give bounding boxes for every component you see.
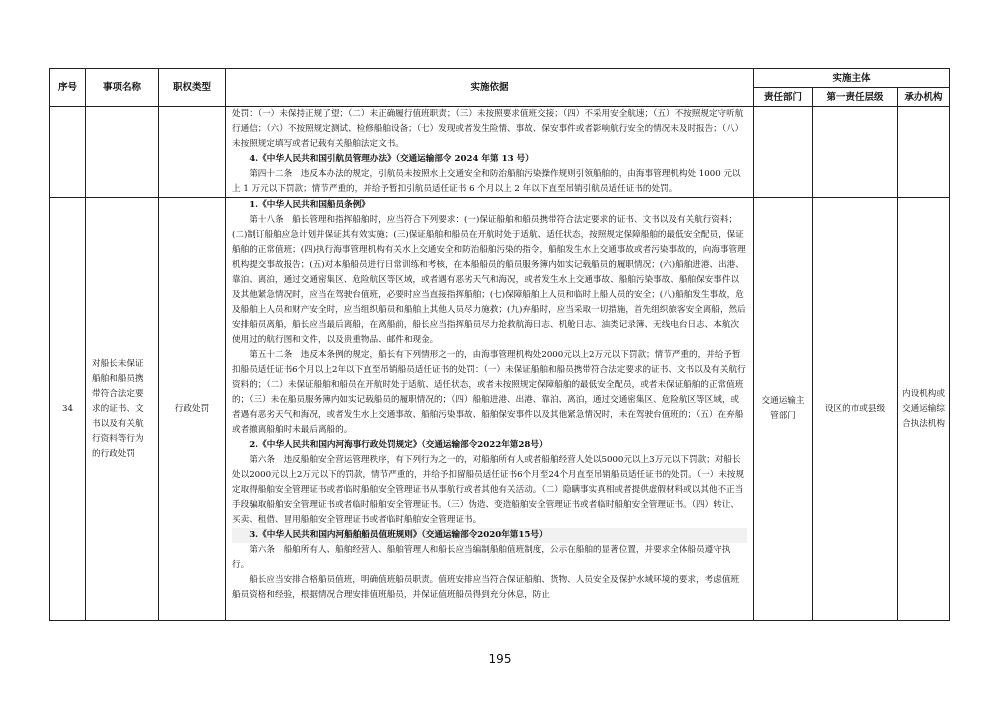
basis-cell	[226, 198, 754, 621]
table-row-34	[50, 198, 950, 621]
header-first-level: 第一责任层级	[813, 88, 898, 107]
row-item-name: 对船长未保证船舶和船员携带符合法定要求的证书、文书以及有关航行资料等行为的行政处罚	[86, 198, 159, 621]
basis-paragraph: 第十八条 船长管理和指挥船舶时，应当符合下列要求：(一)保证船舶和船员携带符合法定要求的证书、文书以及有关航行资料；(二)制订船舶应急计划并保证其有效实施；(三)保证船舶和船员在开航时处于适航、适任状态，按照规定保障船舶的最低安全配员，保证船舶的正常值班；(四)执行海事管理机构有关水上交通安全和防治船舶污染的指令，船舶发生水上交通事故或者污染事故的，向海事管理机构提交事故报告；(五)对本船船员进行日常训练和考核，在本船船员的船员服务簿内如实记载船员的履职情况；(六)船舶进港、出港、靠泊、离泊，通过交通密集区、危险航区等区域，或者遇有恶劣天气和海况，或者发生水上交通事故、船舶污染事故、船舶保安事件以及其他紧急情况时，应当在驾驶台值班，必要时应当直接指挥船舶；(七)保障船舶上人员和临时上船人员的安全；(八)船舶发生事故，危及船舶上人员和财产安全时，应当组织船员和船舶上其他人员尽力施救；(九)弃船时，应当采取一切措施，首先组织旅客安全离船，然后安排船员离船，船长应当最后离船，在离船前，船长应当指挥船员尽力抢救航海日志、机舱日志、油类记录簿、无线电台日志、本航次使用过的航行图和文件，以及贵重物品、邮件和现金。	[232, 215, 746, 345]
basis-paragraph: 第五十二条 违反本条例的规定，船长有下列情形之一的，由海事管理机构处2000元以上2万元以下罚款；情节严重的，并给予暂扣船员适任证书6个月以上2年以下直至吊销船员适任证书的处罚：（一）未保证船舶和船员携带符合法定要求的证书、文书以及有关航行资料的；（二）未保证船舶和船员在开航时处于适航、适任状态，或者未按照规定保障船舶的最低安全配员，或者未保证船舶的正常值班的；（三）未在船员服务簿内如实记载船员的履职情况的；（四）船舶进港、出港、靠泊、离泊，通过交通密集区、危险航区等区域，或者遇有恶劣天气和海况，或者发生水上交通事故、船舶污染事故、船舶保安事件以及其他紧急情况时，未在驾驶台值班的；（五）在弃船或者撤离船舶时未最后离船的。	[232, 350, 746, 435]
header-handling-org: 承办机构	[898, 88, 950, 107]
enforcement-table	[49, 68, 950, 621]
law-title: 3.《中华人民共和国内河船舶船员值班规则》（交通运输部令2020年第15号）	[232, 528, 747, 543]
basis-paragraph: 处罚：（一）未保持正规了望；（二）未正确履行值班职责；（三）未按照要求值班交接；（四）不采用安全航速；（五）不按照规定守听航行通信；（六）不按照规定测试、检修船舶设备；（七）发现或者发生险情、事故、保安事件或者影响航行安全的情况未及时报告；（八）未按照规定填写或者记载有关船舶法定文书。	[232, 109, 744, 149]
header-item-name: 事项名称	[86, 69, 159, 107]
basis-paragraph: 船长应当安排合格船员值班，明确值班船员职责。值班安排应当符合保证船舶、货物、人员安全及保护水域环境的要求，考虑值班船员资格和经验，根据情况合理安排值班船员，并保证值班船员得到充分休息，防止	[232, 575, 740, 600]
basis-paragraph: 第四十二条 违反本办法的规定，引航员未按照水上交通安全和防治船舶污染操作规则引领船舶的，由海事管理机构处 1000 元以上 1 万元以下罚款；情节严重的，并给予暂扣引航员适任证书 6 个月以上 2 年以下直至吊销引航员适任证书的处罚。	[232, 169, 741, 194]
header-basis: 实施依据	[226, 69, 754, 107]
basis-paragraph: 第六条 违反船舶安全营运管理秩序，有下列行为之一的，对船舶所有人或者船舶经营人处以5000元以上3万元以下罚款；对船长处以2000元以上2万元以下的罚款，情节严重的，并给予扣留船员适任证书6个月至24个月直至吊销船员适任证书的处罚。（一）未按规定取得船舶安全管理证书或者临时船舶安全管理证书从事航行或者其他有关活动。（二）隐瞒事实真相或者提供虚假材料或以其他不正当手段骗取船舶安全管理证书或者临时船舶安全管理证书。（三）伪造、变造船舶安全管理证书或者临时船舶安全管理证书。（四）转让、买卖、租借、冒用船舶安全管理证书或者临时船舶安全管理证书。	[232, 455, 745, 525]
row-seq: 34	[50, 198, 86, 621]
header-implementer: 实施主体	[754, 69, 950, 88]
header-responsible-dept: 责任部门	[754, 88, 813, 107]
law-title: 1.《中华人民共和国船员条例》	[249, 200, 370, 210]
header-authority-type: 职权类型	[159, 69, 226, 107]
law-title: 4.《中华人民共和国引航员管理办法》（交通运输部令 2024 年第 13 号）	[249, 154, 534, 164]
row-authority-type: 行政处罚	[159, 198, 226, 621]
row-handling-org: 内设机构或交通运输综合执法机构	[898, 198, 950, 621]
law-title: 2.《中华人民共和国内河海事行政处罚规定》（交通运输部令2022年第28号）	[249, 440, 548, 450]
table-row-previous	[50, 107, 950, 198]
row-responsible-dept: 交通运输主管部门	[754, 198, 813, 621]
page-number: 195	[488, 652, 512, 666]
header-seq: 序号	[50, 69, 86, 107]
basis-cell-previous	[226, 107, 754, 198]
row-first-level: 设区的市或县级	[813, 198, 898, 621]
basis-paragraph: 第六条 船舶所有人、船舶经营人、船舶管理人和船长应当编制船舶值班制度，公示在船舶的显著位置，并要求全体船员遵守执行。	[232, 545, 731, 570]
